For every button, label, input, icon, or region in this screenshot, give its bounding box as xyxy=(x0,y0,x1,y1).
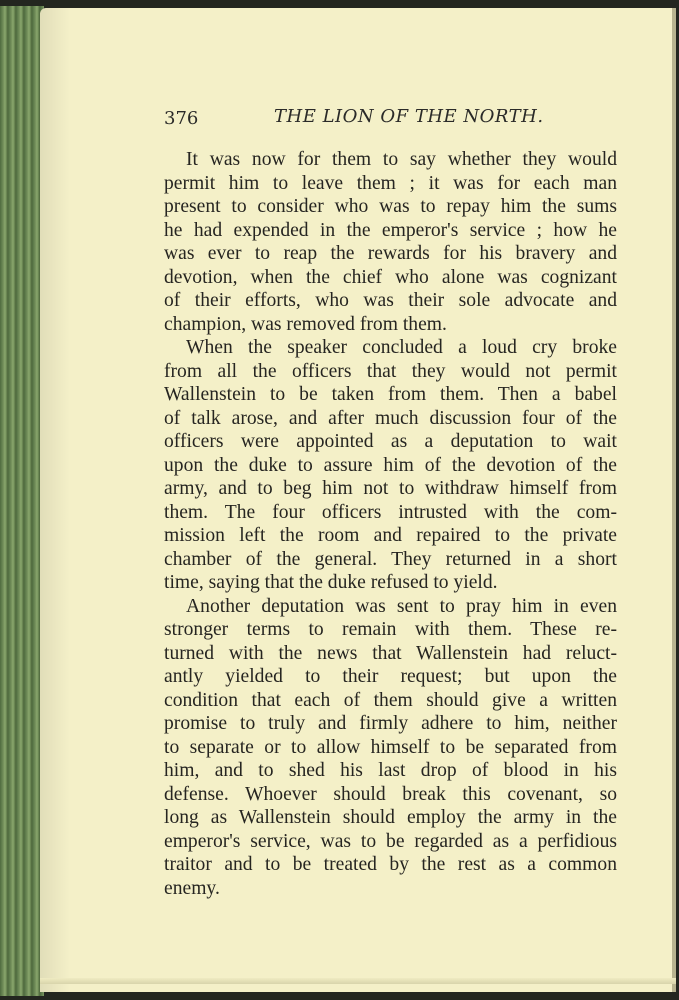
book-page-edges xyxy=(0,6,44,996)
page-bottom-edge xyxy=(40,978,676,984)
text-line: permit him to leave them ; it was for each man xyxy=(164,172,617,194)
text-line: of talk arose, and after much discussion four of the xyxy=(164,407,617,429)
body-text xyxy=(164,148,617,900)
text-line: Another deputation was sent to pray him in even xyxy=(186,595,617,617)
page-number: 376 xyxy=(164,108,199,129)
text-line: them. The four officers intrusted with the com- xyxy=(164,501,617,523)
text-line: turned with the news that Wallenstein had reluct- xyxy=(164,642,617,664)
text-line: from all the officers that they would not permit xyxy=(164,360,617,382)
text-line: defense. Whoever should break this covenant, so xyxy=(164,783,617,805)
text-line: stronger terms to remain with them. These re- xyxy=(164,619,617,640)
text-line: to separate or to allow himself to be separated from xyxy=(164,736,617,758)
text-line: When the speaker concluded a loud cry broke xyxy=(186,337,617,358)
running-title: THE LION OF THE NORTH. xyxy=(274,106,544,127)
text-line: Wallenstein to be taken from them. Then a babel xyxy=(164,384,617,405)
text-line: was ever to reap the rewards for his bravery and xyxy=(164,243,617,264)
text-line: chamber of the general. They returned in a short xyxy=(164,548,617,570)
book-page xyxy=(40,8,676,992)
text-line: traitor and to be treated by the rest as a common xyxy=(164,854,617,875)
page-gutter-shadow xyxy=(672,8,676,992)
text-line: emperor's service, was to be regarded as a perfidious xyxy=(164,830,617,852)
text-line: present to consider who was to repay him the sums xyxy=(164,196,617,217)
text-line: condition that each of them should give a written xyxy=(164,689,617,711)
text-line: army, and to beg him not to withdraw himself from xyxy=(164,478,617,499)
text-line: long as Wallenstein should employ the army in the xyxy=(164,807,617,828)
text-line: It was now for them to say whether they would xyxy=(186,149,617,170)
text-line: he had expended in the emperor's service ; how he xyxy=(164,219,617,241)
page-header xyxy=(40,100,676,130)
text-line: enemy. xyxy=(164,877,220,899)
text-line: him, and to shed his last drop of blood in his xyxy=(164,760,617,781)
text-line: upon the duke to assure him of the devotion of the xyxy=(164,454,617,476)
text-line: promise to truly and firmly adhere to him, neither xyxy=(164,713,617,734)
text-line: devotion, when the chief who alone was cognizant xyxy=(164,266,617,288)
text-line: champion, was removed from them. xyxy=(164,313,447,335)
text-line: mission left the room and repaired to the private xyxy=(164,525,617,546)
text-line: officers were appointed as a deputation to wait xyxy=(164,431,617,452)
text-line: of their efforts, who was their sole advocate and xyxy=(164,290,617,311)
text-line: time, saying that the duke refused to yield. xyxy=(164,572,498,593)
text-line: antly yielded to their request; but upon the xyxy=(164,666,617,687)
